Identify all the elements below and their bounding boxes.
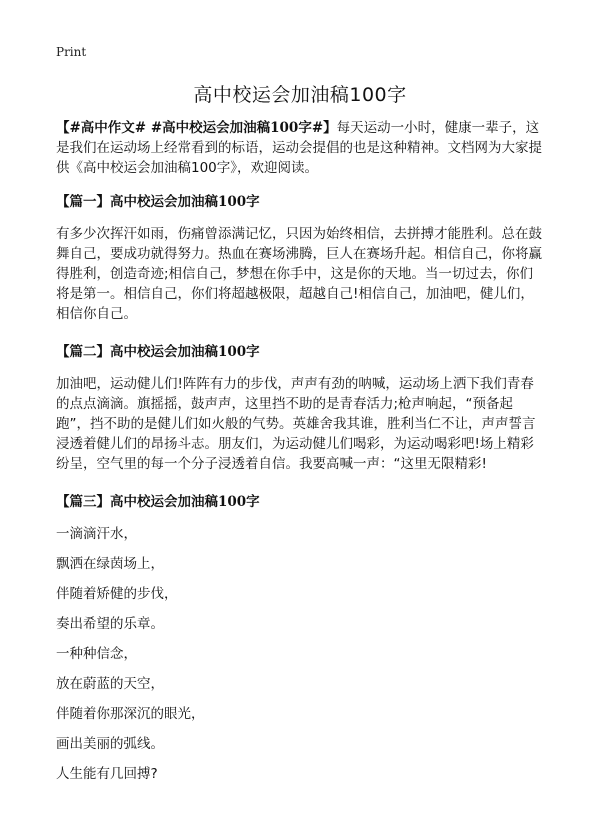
poem-line: 人生能有几回搏? bbox=[56, 766, 158, 782]
print-link[interactable]: Print bbox=[56, 45, 87, 59]
intro-text: 每天运动一小时，健康一辈子，这是我们在运动场上经常看到的标语，运动会提倡的也是这种精神。文档网为大家提供《高中校运会加油稿100字》，欢迎阅读。 bbox=[56, 120, 542, 176]
poem-line: 一种种信念， bbox=[56, 646, 137, 662]
poem-line: 放在蔚蓝的天空， bbox=[56, 676, 164, 692]
article-content bbox=[56, 118, 544, 794]
poem-line: 伴随着矫健的步伐， bbox=[56, 586, 178, 602]
poem bbox=[56, 524, 544, 784]
page-title: 高中校运会加油稿100字 bbox=[193, 84, 407, 106]
poem-line: 飘洒在绿茵场上， bbox=[56, 556, 164, 572]
section-body-2: 加油吧，运动健儿们!阵阵有力的步伐，声声有劲的呐喊，运动场上洒下我们青春的点点滴滴。旗摇摇，鼓声声，这里挡不助的是青春活力;枪声响起，“预备起跑”，挡不助的是健儿们如火般的气势。英雄舍我其谁，胜利当仁不让，声声誓言浸透着健儿们的昂扬斗志。朋友们，为运动健儿们喝彩，为运动喝彩吧!场上精彩纷呈，空气里的每一个分子浸透着自信。我要高喊一声：“这里无限精彩! bbox=[56, 376, 536, 472]
section-body-1: 有多少次挥汗如雨，伤痛曾添满记忆，只因为始终相信，去拼搏才能胜利。总在鼓舞自己，要成功就得努力。热血在赛场沸腾，巨人在赛场升起。相信自己，你将赢得胜利，创造奇迹;相信自己，梦想在你手中，这是你的天地。当一切过去，你们将是第一。相信自己，你们将超越极限，超越自己!相信自己，加油吧，健儿们，相信你自己。 bbox=[56, 226, 542, 322]
section-heading-1: 【篇一】高中校运会加油稿100字 bbox=[56, 194, 260, 210]
poem-line: 一滴滴汗水， bbox=[56, 526, 137, 542]
section-heading-3: 【篇三】高中校运会加油稿100字 bbox=[56, 494, 260, 510]
section-heading-2: 【篇二】高中校运会加油稿100字 bbox=[56, 344, 260, 360]
poem-line: 伴随着你那深沉的眼光， bbox=[56, 706, 205, 722]
poem-line: 画出美丽的弧线。 bbox=[56, 736, 164, 752]
poem-line: 奏出希望的乐章。 bbox=[56, 616, 164, 632]
intro-paragraph bbox=[56, 118, 544, 178]
intro-tag: 【#高中作文# #高中校运会加油稿100字#】 bbox=[56, 120, 337, 136]
